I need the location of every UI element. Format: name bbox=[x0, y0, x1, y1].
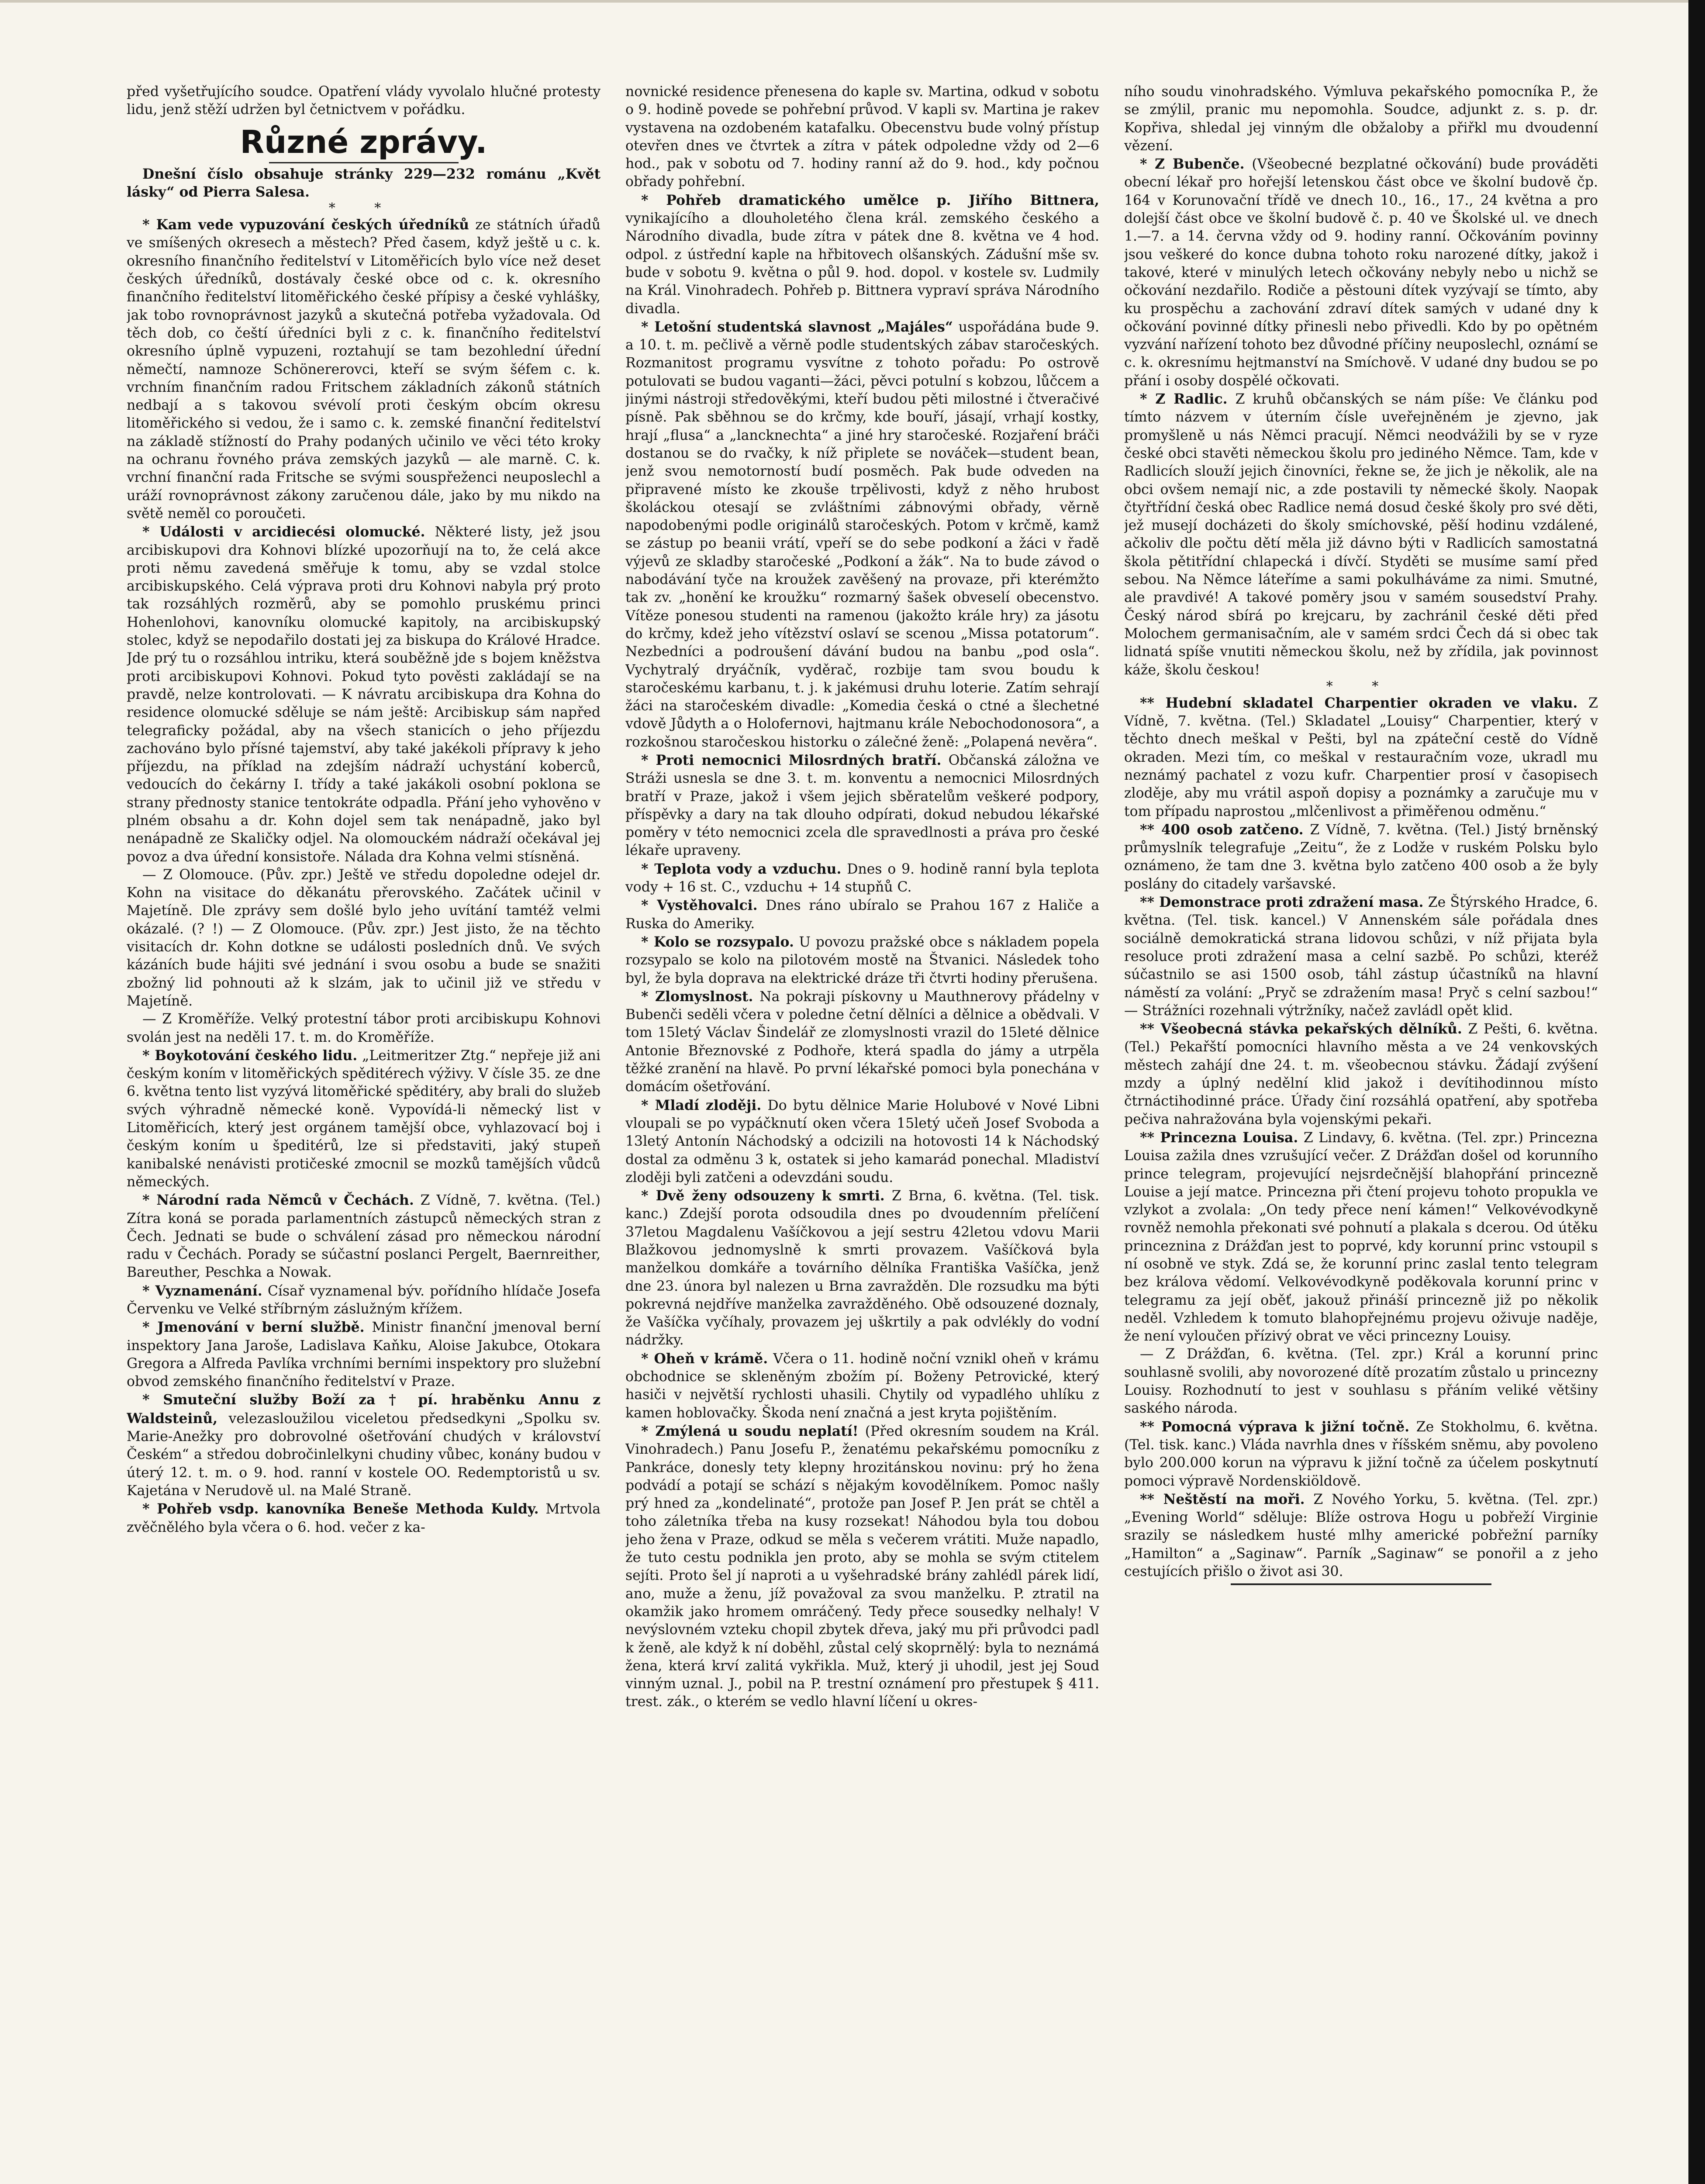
article bbox=[1124, 1418, 1598, 1490]
article-body: Občanská záložna ve Stráži usnesla se dne 3. t. m. konventu a nemocnici Milosrdných bratří v Praze, jakož i všem jejich sběratelům veškeré podpory, příspěvky a dary na tak dlouho odpírati, dokud nebudou lékařské poměry v této nemocnici zcela dle spravedlnosti a práva pro české lékaře upraveny. bbox=[625, 752, 1099, 859]
separator-stars: * * bbox=[328, 200, 399, 216]
article bbox=[625, 1350, 1099, 1422]
article-body: Ministr finanční jmenoval berní inspektory Jana Jaroše, Ladislava Kaňku, Aloise Jakubce, Otokara Gregora a Alfreda Pavlíka vrchními berními inspektory pro služební obvod zemského finančního ředitelství v Praze. bbox=[127, 1320, 601, 1390]
article bbox=[127, 1318, 601, 1391]
article-heading: ** Neštěstí na moři. bbox=[1140, 1491, 1305, 1507]
article-heading: * Z Bubenče. bbox=[1140, 156, 1245, 173]
article bbox=[1124, 1129, 1598, 1346]
article-body: Ze Štýrského Hradce, 6. května. (Tel. tisk. kancel.) V Annenském sále pořádala dnes sociálně demokratická strana lidovou schůzi, v níž přijata byla resoluce proti zdražení masa a celní sazbě. Po schůzi, kteréž súčastnilo se asi 1500 osob, táhl zástup účastníků na hlavní náměstí za volání: „Pryč se zdražením masa! Pryč s celní sazbou!“ — Strážníci rozehnali výtržníky, načež zavládl opět klid. bbox=[1124, 895, 1598, 1019]
article bbox=[1124, 821, 1598, 893]
article-heading: ** 400 osob zatčeno. bbox=[1140, 821, 1304, 838]
article-body: Ze Stokholmu, 6. května. (Tel. tisk. kanc.) Vláda navrhla dnes v říšském sněmu, aby povoleno bylo 200.000 korun na výpravu k jižní točně za účelem poskytnutí pomoci výpravě Nordenskiöldově. bbox=[1124, 1419, 1598, 1489]
article-body: Z Nového Yorku, 5. května. (Tel. zpr.) „Evening World“ sděluje: Blíže ostrova Hogu u pobřeží Virginie srazily se následkem husté mlhy americké pobřežní parníky „Hamilton“ a „Saginaw“. Parník „Saginaw“ se ponořil a z jeho cestujících přišlo o život asi 30. bbox=[1124, 1491, 1598, 1580]
paragraph: novnické residence přenesena do kaple sv. Martina, odkud v sobotu o 9. hodině povede se pohřební průvod. V kapli sv. Martina je rakev vystavena na ozdobeném katafalku. Obecenstvu bude volný přístup otevřen dnes ve čtvrtek a zítra v pátek odpoledne vždy od 2—6 hod., pak v sobotu od 7. hodiny ranní až do 9. hod., kdy počnou obřady pohřební. bbox=[625, 84, 1099, 190]
article bbox=[625, 1422, 1099, 1711]
end-rule bbox=[1231, 1583, 1491, 1585]
article-heading: * Kolo se rozsypalo. bbox=[641, 933, 794, 950]
article bbox=[625, 1187, 1099, 1350]
article bbox=[127, 523, 601, 866]
paragraph: ního soudu vinohradského. Výmluva pekařského pomocníka P., že se zmýlil, pranic mu nepomohla. Soudce, adjunkt z. s. p. dr. Kopřiva, shledal jej vinným dle obžaloby a přiřkl mu dvoudenní vězení. bbox=[1124, 84, 1598, 154]
article-body: Z Vídně, 7. května. (Tel.) Zítra koná se porada parlamentních zástupců německých stran z Čech. Jednati se bude o schválení zásad pro německou národní radu v Čechách. Porady se súčastní poslanci Pergelt, Baernreither, Bareuther, Peschka a Nowak. bbox=[127, 1192, 601, 1281]
article-body: Na pokraji pískovny u Mauthnerovy přádelny v Bubenči seděli včera v poledne četní dělníci a dělnice a obědvali. V tom 15letý Václav Šindelář ze zlomyslnosti vrazil do 15leté dělnice Antonie Březnovské z Podhoře, která spadla do jámy a utrpěla těžké zranění na hlavě. Po první lékařské pomoci byla ponechána v domácím ošetřování. bbox=[625, 988, 1099, 1095]
article bbox=[127, 1391, 601, 1500]
article bbox=[625, 1096, 1099, 1187]
article bbox=[625, 191, 1099, 318]
article-body: Z Vídně, 7. května. (Tel.) Skladatel „Louisy“ Charpentier, který v těchto dnech meškal v Pešti, byl na zpáteční cestě do Vídně okraden. Mezi tím, co meškal v restauračním voze, ukradl mu neznámý pachatel z vozu kufr. Charpentier prosí v časopisech zloděje, aby mu vrátil aspoň dopisy a poznámky a zaručuje mu v tom případu naprostou „mlčenlivost a přiměřenou odměnu.“ bbox=[1124, 695, 1598, 819]
article-heading: * Národní rada Němců v Čechách. bbox=[142, 1192, 414, 1209]
article-body: Z Vídně, 7. května. (Tel.) Jistý brněnský průmyslník telegrafuje „Zeitu“, že z Lodže v ruském Polsku bylo oznámeno, že tam dne 3. května bylo zatčeno 400 osob a že byly poslány do citadely varšavské. bbox=[1124, 822, 1598, 892]
article-heading: * Boykotování českého lidu. bbox=[142, 1047, 358, 1064]
article-heading: * Mladí zloději. bbox=[641, 1097, 762, 1113]
article bbox=[1124, 1490, 1598, 1581]
article-heading: * Vystěhovalci. bbox=[641, 897, 758, 914]
separator-stars: * * bbox=[1326, 678, 1396, 694]
article-heading: * Pohřeb vsdp. kanovníka Beneše Methoda Kuldy. bbox=[142, 1501, 539, 1517]
article-heading: * Teplota vody a vzduchu. bbox=[641, 860, 842, 877]
article-body: Z Lindavy, 6. května. (Tel. zpr.) Princezna Louisa zažila dnes vzrušující večer. Z Drážďan došel od korunního prince telegram, projevující nejsrdečnější blahopřání princezně Louise a její matce. Princezna při čtení projevu tohoto propukla ve vzlykot a zvolala: „On tedy přece není kámen!“ Velkovévodkyně rovněž nemohla překonati své pohnutí a plakala s dcerou. Od útěku princeznina z Drážďan jest to poprvé, kdy korunní princ vstoupil s ní osobně ve styk. Zdá se, že korunní princ zaslal tento telegram bez králova vědomí. Velkovévodkyně poděkovala korunní princ v telegramu za její oběť, jakouž přináší princezně již po několik neděl. Vzhledem k tomuto blahopřejnému projevu oživuje naděje, že není vyloučen přízivý obrat ve věci princezny Louisy. bbox=[1124, 1130, 1598, 1344]
article-body: Některé listy, jež jsou arcibiskupovi dra Kohnovi blízké upozorňují na to, že celá akce proti němu zavedená směřuje k tomu, aby se vzdal stolce arcibiskupského. Celá výprava proti dru Kohnovi nabyla prý proto tak rozsáhlých rozměrů, aby se pomohlo pruskému princi Hohenlohovi, kanovníku olomucké kapitoly, na arcibiskupský stolec, když se nepodařilo dostati jej za biskupa do Králové Hradce. Jde prý tu o rozsáhlou intriku, která souběžně jde s bojem kněžstva proti arcibiskupovi Kohnovi. Pokud tyto pověsti zakládají se na pravdě, nelze kontrolovati. — K návratu arcibiskupa dra Kohna do residence olomucké sděluje se nám ještě: Arcibiskup sám napřed telegraficky požádal, aby na všech stanicích o jeho příjezdu zachováno bylo přísné tajemství, aby také jakékoli přípravy k jeho příjezdu, na příklad na zdejším nádraží uchystání koberců, vedoucích do čekárny I. třídy a také jakákoli osobní poklona se strany přednosty stanice tentokráte odpadla. Přání jeho vyhověno v plném obsahu a dr. Kohn dojel sem tak nenápadně, jako byl nenápadně ze Skaličky odjel. Na olomouckém nádraží očekával jej povoz a dva úřední konsistoře. Nálada dra Kohna velmi stísněná. bbox=[127, 524, 601, 865]
article-heading: * Dvě ženy odsouzeny k smrti. bbox=[641, 1188, 885, 1204]
article bbox=[625, 988, 1099, 1096]
article-heading: * Letošní studentská slavnost „Majáles“ bbox=[641, 318, 953, 335]
article bbox=[625, 318, 1099, 751]
article-body: (Před okresním soudem na Král. Vinohradech.) Panu Josefu P., ženatému pekařskému pomocníku z Pankráce, donesly tety klepny hrozitánskou novinu: prý ho žena podvádí a potají se schází s nějakým kovodělníkem. Pomoc našly prý hned za „kondelinaté“, protože pan Josef P. Jen prát se chtěl a toho záletníka třeba na kusy rozsekat! Náhodou byla tou dobou jeho žena v Praze, odkud se měla s večerem vrátiti. Muže napadlo, že tuto cestu podnikla jen proto, aby se mohla se svým ctitelem sejíti. Proto šel jí naproti a u vyšehradské brány zahlédl párek lidí, ano, muže a ženu, jíž považoval za svou manželku. P. ztratil na okamžik jako hromem omráčený. Tedy přece sousedky nelhaly! V nevýslovném vzteku chopil zbytek dřeva, jaký mu při průvodci padl k ženě, ale když k ní doběhl, zůstal celý skoprnělý: byla to neznámá žena, která krví zalitá vykřikla. Muž, který ji uhodil, jest jej Soud vinným uznal. J., pobil na P. trestní oznámení pro přestupek § 411. trest. zák., o kterém se vedlo hlavní líčení u okres- bbox=[625, 1423, 1099, 1710]
article bbox=[127, 216, 601, 523]
article-body: Z Pešti, 6. května. (Tel.) Pekařští pomocníci hlavního města a ve 24 venkovských městech zahájí dne 24. t. m. všeobecnou stávku. Žádají zvýšení mzdy a úplný nedělní klid jakož i devítihodinnou místo čtrnáctihodinné práce. Úřady činí rozsáhlá opatření, aby spotřeba pečiva nahražována byla vojenskými pekaři. bbox=[1124, 1021, 1598, 1127]
article bbox=[127, 1282, 601, 1319]
paragraph: — Z Drážďan, 6. května. (Tel. zpr.) Král a korunní princ souhlasně svolili, aby novorozené dítě prozatím zůstalo u princezny Louisy. Rozhodnutí to jest v souhlasu s přáním veliké většiny saského národa. bbox=[1124, 1346, 1598, 1417]
article-heading: ** Hudební skladatel Charpentier okraden ve vlaku. bbox=[1140, 695, 1578, 711]
article-heading: * Smuteční služby Boží za † pí. hraběnku Annu z Waldsteinů, bbox=[127, 1392, 601, 1427]
article bbox=[625, 896, 1099, 933]
article-body: Z kruhů občanských se nám píše: Ve článku pod tímto názvem v úterním čísle uveřejněném je zjevno, jak promyšleně u nás Němci pracují. Němci neodvážili by se v ryze české obci stavěti německou školu pro jediného Němce. Tam, kde v Radlicích slouží jejich činovníci, řekne se, že jich je několik, ale na obci ovšem nemají nic, a zde postavili ty německé školy. Naopak čtyřtřídní česká obec Radlice nemá dosud české školy pro své děti, jež musejí docházeti do školy smíchovské, pěší hodinu vzdálené, ačkoliv dle počtu dětí měla již dávno býti v Radlicích samostatná škola pětitřídní chlapecká i dívčí. Styděti se musíme samí před sebou. Na Němce láteříme a sami pokulháváme za nimi. Smutné, ale pravdivé! A takové poměry jsou v samém sousedství Prahy. Český národ sbírá po krejcaru, by zachránil české děti před Molochem germanisačním, ale v samém srdci Čech dá si obec tak lidnatá spíše vnutiti německou školu, než by zřídila, jak povinnost káže, školu českou! bbox=[1124, 391, 1598, 678]
article-heading: * Události v arcidiecési olomucké. bbox=[142, 524, 425, 540]
article-body: Z Brna, 6. května. (Tel. tisk. kanc.) Zdejší porota odsoudila dnes po dvoudenním přelíčení 37letou Magdalenu Vašíčkovou a její sestru 42letou vdovu Marii Blažkovou jednomyslně k smrti provazem. Vašíčková byla manželkou domkáře a továrního dělníka Františka Vašíčka, jenž dne 23. února byl nalezen u Brna zavražděn. Dle rozsudku ma býti pokrevná nejdříve manželka zavražděného. Obě odsouzené doznaly, že Vašíčka vyčíhaly, provazem jej uškrtily a pak odvlékly do vodní nádržky. bbox=[625, 1188, 1099, 1348]
article-body: „Leitmeritzer Ztg.“ nepřeje již ani českým koním v litoměřických spěditérech výživy. V čísle 35. ze dne 6. května tento list vyzývá litoměřické spěditéry, aby brali do služeb svých výhradně německé koně. Vypovídá-li německý list v Litoměřicích, který jest orgánem tamější obce, vyhlazovací boj i českým koním u špeditérů, lze si představiti, jaký stupeň kanibalské nenávisti protičeské zmocnil se mozků tamějších vůdců německých. bbox=[127, 1047, 601, 1190]
paragraph: — Z Kroměříže. Velký protestní tábor proti arcibiskupu Kohnovi svolán jest na neděli 17. t. m. do Kroměříže. bbox=[127, 1011, 601, 1045]
article-body: U povozu pražské obce s nákladem popela rozsypalo se kolo na pilotovém mostě na Štvanici. Následek toho byl, že byla doprava na elektrické dráze tři čtvrti hodiny přerušena. bbox=[625, 934, 1099, 986]
article-body: ze státních úřadů ve smíšených okresech a městech? Před časem, když ještě u c. k. okresního finančního ředitelství v Litoměřicích bylo více než deset českých úředníků, dostávaly české obce od c. k. okresního finančního ředitelství litoměřického české přípisy a české vyhlášky, jak tobo rovnoprávnost jazyků a skutečná potřeba vyžadovala. Od těch dob, co čeští úředníci byli z c. k. finančního ředitelství okresního úplně vypuzeni, roztahují se tam bezohlední úřední němečtí, namnoze Schönererovci, kteří se svým šéfem c. k. vrchním finančním radou Fritschem základních zákonů státních nedbají a s takovou svévolí proti českým obcím okresu litoměřického si vedou, že i samo c. k. zemské finanční ředitelství na základě stížností do Prahy podaných učinilo ve věci této kroky na ochranu řovného práva zemských jazyků — ale marně. C. k. vrchní finanční rada Fritsche se svými souspřeženci neuposlechl a uráží rovnoprávnost zákony zaručenou dále, jako by mu nikdo na světě neměl co poroučeti. bbox=[127, 217, 601, 522]
article bbox=[1124, 694, 1598, 821]
column-2 bbox=[625, 83, 1099, 2184]
newspaper-page bbox=[127, 83, 1612, 2184]
page-top-edge bbox=[0, 0, 1705, 3]
article bbox=[127, 1047, 601, 1191]
article-heading: * Oheň v krámě. bbox=[641, 1350, 768, 1367]
article bbox=[1124, 390, 1598, 679]
paragraph: — Z Olomouce. (Pův. zpr.) Ještě ve středu dopoledne odejel dr. Kohn na visitace do děkanátu přerovského. Začátek učinil v Majetíně. Dle zprávy sem došlé bylo jeho uvítání tamtéž velmi okázalé. (? !) — Z Olomouce. (Pův. zpr.) Jest jisto, že na těchto visitacích dr. Kohn dotkne se události posledních dnů. Ve svých kázáních bude hájiti své jednání i svou osobu a bude se snažiti zbožný lid pohnouti až k slzám, jak to učinil již ve středu v Majetíně. bbox=[127, 867, 601, 1009]
article bbox=[1124, 1020, 1598, 1129]
article bbox=[625, 751, 1099, 860]
column-3 bbox=[1124, 83, 1598, 2184]
article-heading: * Zmýlená u soudu neplatí! bbox=[641, 1423, 859, 1439]
page-right-edge bbox=[1688, 0, 1705, 2184]
article bbox=[1124, 893, 1598, 1020]
article bbox=[127, 1500, 601, 1537]
article bbox=[625, 933, 1099, 988]
article-body: Dnes o 9. hodině ranní byla teplota vody + 16 st. C., vzduchu + 14 stupňů C. bbox=[625, 861, 1099, 895]
article-body: (Všeobecné bezplatné očkování) bude prováděti obecní lékař pro hořejší letenskou část obce ve školní budově čp. 164 v Korunovační třídě ve dnech 10., 16., 17., 24 května a pro dolejší část obce ve školní budově č. p. 40 ve Školské ul. ve dnech 1.—7. a 14. června vždy od 9. hodiny ranní. Očkováním povinny jsou veškeré do konce dubna tohoto roku narozené dítky, jakož i takové, které v minulých letech očkovány nebyly nebo u nichž se očkování nezdařilo. Rodiče a pěstouni dítek vyzývají se tímto, aby ku prospěchu a zachování zdraví dítek samých v udané dny k očkování povinné dítky přinesli nebo přivedli. Kdo by po opětném vyzvání nařízení tohoto bez důvodné příčiny neuposlechl, oznámí se c. k. okresnímu hejtmanství na Smíchově. V udané dny budou se po přání i osoby dospělé očkovati. bbox=[1124, 156, 1598, 389]
column-1 bbox=[127, 83, 601, 2184]
article-heading: * Proti nemocnici Milosrdných bratří. bbox=[641, 752, 942, 768]
article-body: velezasloužilou viceletou předsedkyni „Spolku sv. Marie-Anežky pro dobrovolné ošetřování chudých v království Českém“ a středou dobročinlelkyni chudiny vůbec, konány budou v úterý 12. t. m. o 9. hod. ranní v kostele OO. Redemptoristů u sv. Kajetána v Nerudově ul. na Malé Straně. bbox=[127, 1410, 601, 1499]
article-heading: * Z Radlic. bbox=[1140, 391, 1228, 408]
article bbox=[127, 1191, 601, 1282]
article bbox=[1124, 155, 1598, 390]
article-heading: * Kam vede vypuzování českých úředníků bbox=[142, 217, 469, 233]
article-body: vynikajícího a dlouholetého člena král. zemského českého a Národního divadla, bude zítra v pátek dne 8. května ve 4 hod. odpol. z ústřední kaple na hřbitovech olšanských. Zádušní mše sv. bude v sobotu 9. května o půl 9. hod. dopol. v kostele sv. Ludmily na Král. Vinohradech. Pohřeb p. Bittnera vypraví správa Národního divadla. bbox=[625, 211, 1099, 317]
article-heading: ** Pomocná výprava k jižní točně. bbox=[1140, 1418, 1410, 1435]
article-heading: * Zlomyslnost. bbox=[641, 988, 753, 1005]
article-body: Mrtvola zvěčnělého byla včera o 6. hod. večer z ka- bbox=[127, 1501, 601, 1535]
section-heading: Různé zprávy. bbox=[240, 123, 487, 160]
heading-underline bbox=[269, 162, 459, 163]
article-heading: ** Princezna Louisa. bbox=[1140, 1129, 1298, 1146]
serial-notice: Dnešní číslo obsahuje stránky 229—232 románu „Květ lásky“ od Pierra Salesa. bbox=[127, 166, 601, 200]
article-heading: ** Demonstrace proti zdražení masa. bbox=[1140, 894, 1424, 911]
article-body: uspořádána bude 9. a 10. t. m. pečlivě a věrně podle studentských zábav staročeských. Rozmanitost programu vysvítne z tohoto pořadu: Po ostrově potulovati se budou vaganti—žáci, pěvci potulní s kobzou, lůčcem a jinými nástroji středověkými, kteří budou pěti milostné i čtveračivé písně. Pak sběhnou se do krčmy, kde bouří, jásají, vrhají kostky, hrají „flusa“ a „lancknechta“ a jiné hry staročeské. Rozjaření bráči dostanou se do rvačky, k níž připlete se nováček—student bean, jenž svou nemotorností budí posměch. Pak bude odveden na připravené místo ke zkouše trpělivosti, když z něho hrubost školáckou otesají se zvláštními zábnovými obřady, věrně napodobenými podle originálů staročeských. Potom v krčmě, kamž se zástup po beanii vrátí, vpeří se do sebe podkoní a žáci v řadě výjevů ze skladby staročeské „Podkoní a žák“. Na to bude závod o nabodávání tyče na kroužek zavěšený na provaze, při kterémžto tak zv. „honění ke kroužku“ rozmarný šašek obveselí obecenstvo. Vítěze ponesou studenti na ramenou (jakožto krále hry) za jásotu do krčmy, kdež jeho vítězství oslaví se scenou „Missa potatorum“. Nezbedníci a podroušení dávání budou na banbu „pod osla“. Vychytralý dryáčník, vyděrač, rozbije tam svou boudu k staročeskému karbanu, t. j. k jakémusi druhu loterie. Zatím sehrají žáci na staročeském divadle: „Komedia česká o ctné a šlechetné vdově Jůdyth a o Holofernovi, hajtmanu krále Nebochodonosora“, a rozkošnou staročeskou historku o zálečné ženě: „Polapená nevěra“. bbox=[625, 319, 1099, 750]
article-body: Včera o 11. hodině noční vznikl oheň v krámu obchodnice se skleněným zbožím pí. Boženy Petrovické, který hasiči v největší rychlosti uhasili. Chytily od vypadlého uhlíku z kamen hoblovačky. Škoda není značná a jest kryta pojištěním. bbox=[625, 1351, 1099, 1421]
article-body: Dnes ráno ubíralo se Prahou 167 z Haliče a Ruska do Ameriky. bbox=[625, 898, 1099, 932]
article-heading: * Vyznamenání. bbox=[142, 1282, 262, 1299]
article-heading: * Pohřeb dramatického umělce p. Jiřího Bittnera, bbox=[641, 192, 1099, 208]
paragraph: před vyšetřujícího soudce. Opatření vlády vyvolalo hlučné protesty lidu, jenž stěží udržen byl četnictvem v pořádku. bbox=[127, 84, 601, 118]
article bbox=[625, 860, 1099, 897]
article-heading: ** Všeobecná stávka pekařských dělníků. bbox=[1140, 1021, 1462, 1037]
article-body: Císař vyznamenal býv. pořídního hlídače Josefa Červenku ve Velké stříbrným záslužným křížem. bbox=[127, 1283, 601, 1317]
article-body: Do bytu dělnice Marie Holubové v Nové Libni vloupali se po vypáčknutí oken včera 15letý učeň Josef Svoboda a 13letý Antonín Náchodský a odcizili na hotovosti 14 k Náchodský dostal za odměnu 3 k, ostatek si jeho kamarád ponechal. Mladiství zloději byli zatčeni a odevzdáni soudu. bbox=[625, 1097, 1099, 1185]
article-heading: * Jmenování v berní službě. bbox=[142, 1319, 365, 1336]
